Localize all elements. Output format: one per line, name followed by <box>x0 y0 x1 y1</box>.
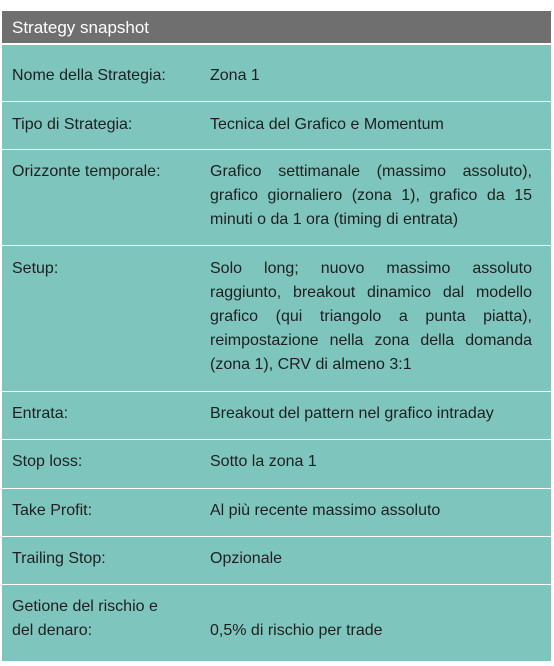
row-label: Nome della Strategia: <box>12 67 166 84</box>
row-strategy-type <box>2 102 551 150</box>
row-value: Opzionale <box>210 550 283 567</box>
row-strategy-name <box>2 45 551 102</box>
row-take-profit <box>2 489 551 537</box>
row-value: Breakout del pattern nel grafico intraday <box>210 405 494 422</box>
row-label: Orizzonte temporale: <box>12 163 161 180</box>
table-title: Strategy snapshot <box>2 11 551 45</box>
row-value: Solo long; nuovo massimo assoluto raggiunto, breakout dinamico dal modello grafico (qui triangolo a punta piatta), reimpostazione nella zona della domanda (zona 1), CRV di almeno 3:1 <box>210 260 532 373</box>
row-label: Take Profit: <box>12 502 93 519</box>
row-value: Zona 1 <box>210 67 260 84</box>
row-value: 0,5% di rischio per trade <box>210 622 383 639</box>
row-value: Sotto la zona 1 <box>210 453 317 470</box>
row-risk-management <box>2 585 551 661</box>
strategy-snapshot-table <box>2 11 551 661</box>
row-time-horizon <box>2 150 551 246</box>
row-label: Getione del rischio e del denaro: <box>12 598 158 639</box>
row-setup <box>2 246 551 392</box>
row-value: Tecnica del Grafico e Momentum <box>210 116 444 133</box>
row-label: Entrata: <box>12 405 69 422</box>
row-value: Al più recente massimo assoluto <box>210 502 441 519</box>
row-label: Tipo di Strategia: <box>12 116 133 133</box>
row-label: Stop loss: <box>12 453 83 470</box>
row-label: Setup: <box>12 260 59 277</box>
row-value: Grafico settimanale (massimo assoluto), grafico giornaliero (zona 1), grafico da 15 minuti o da 1 ora (timing di entrata) <box>210 163 532 228</box>
row-stop-loss <box>2 440 551 489</box>
row-entry <box>2 392 551 440</box>
row-label: Trailing Stop: <box>12 550 106 567</box>
row-trailing-stop <box>2 537 551 585</box>
